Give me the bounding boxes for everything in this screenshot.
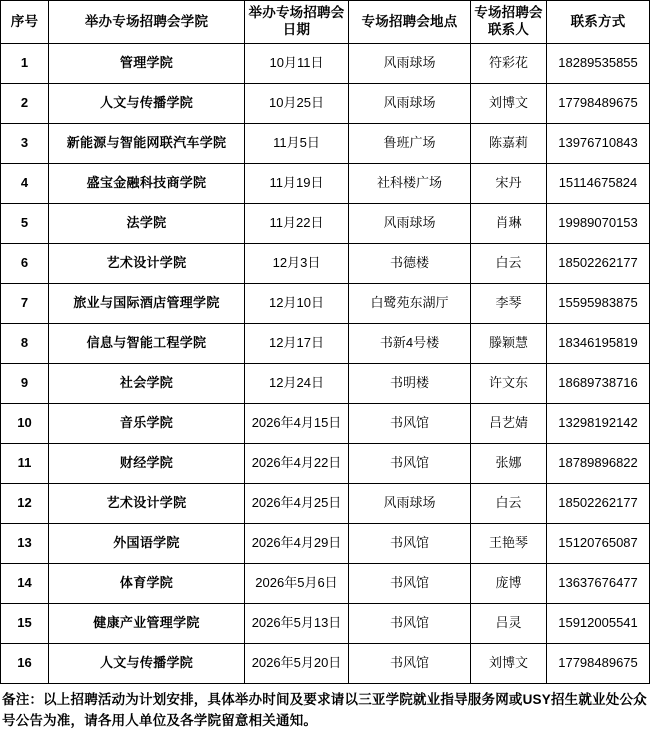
cell-venue: 书德楼 bbox=[349, 244, 471, 284]
cell-contact-phone: 15595983875 bbox=[547, 284, 650, 324]
cell-index: 3 bbox=[1, 124, 49, 164]
cell-college: 健康产业管理学院 bbox=[49, 604, 245, 644]
cell-index: 15 bbox=[1, 604, 49, 644]
cell-date: 12月3日 bbox=[245, 244, 349, 284]
cell-contact-phone: 13298192142 bbox=[547, 404, 650, 444]
column-header-date: 举办专场招聘会日期 bbox=[245, 1, 349, 44]
table-row bbox=[1, 524, 650, 564]
cell-date: 11月19日 bbox=[245, 164, 349, 204]
table-row bbox=[1, 84, 650, 124]
cell-date: 10月25日 bbox=[245, 84, 349, 124]
cell-venue: 书风馆 bbox=[349, 564, 471, 604]
table-row bbox=[1, 284, 650, 324]
cell-venue: 白鹭苑东湖厅 bbox=[349, 284, 471, 324]
cell-contact-phone: 18346195819 bbox=[547, 324, 650, 364]
cell-contact-person: 符彩花 bbox=[471, 44, 547, 84]
cell-date: 2026年4月25日 bbox=[245, 484, 349, 524]
cell-contact-phone: 13976710843 bbox=[547, 124, 650, 164]
cell-college: 艺术设计学院 bbox=[49, 484, 245, 524]
cell-index: 12 bbox=[1, 484, 49, 524]
cell-college: 人文与传播学院 bbox=[49, 84, 245, 124]
cell-college: 新能源与智能网联汽车学院 bbox=[49, 124, 245, 164]
column-header-contact-phone: 联系方式 bbox=[547, 1, 650, 44]
cell-college: 旅业与国际酒店管理学院 bbox=[49, 284, 245, 324]
cell-date: 12月17日 bbox=[245, 324, 349, 364]
cell-contact-phone: 19989070153 bbox=[547, 204, 650, 244]
cell-contact-person: 吕灵 bbox=[471, 604, 547, 644]
table-row bbox=[1, 244, 650, 284]
cell-date: 10月11日 bbox=[245, 44, 349, 84]
column-header-venue: 专场招聘会地点 bbox=[349, 1, 471, 44]
cell-contact-person: 白云 bbox=[471, 484, 547, 524]
cell-venue: 风雨球场 bbox=[349, 484, 471, 524]
cell-index: 10 bbox=[1, 404, 49, 444]
cell-college: 法学院 bbox=[49, 204, 245, 244]
cell-venue: 鲁班广场 bbox=[349, 124, 471, 164]
cell-venue: 风雨球场 bbox=[349, 204, 471, 244]
cell-venue: 书明楼 bbox=[349, 364, 471, 404]
cell-date: 2026年5月13日 bbox=[245, 604, 349, 644]
cell-venue: 风雨球场 bbox=[349, 84, 471, 124]
cell-index: 7 bbox=[1, 284, 49, 324]
cell-venue: 书风馆 bbox=[349, 604, 471, 644]
cell-college: 外国语学院 bbox=[49, 524, 245, 564]
cell-venue: 书新4号楼 bbox=[349, 324, 471, 364]
cell-contact-phone: 18689738716 bbox=[547, 364, 650, 404]
cell-college: 音乐学院 bbox=[49, 404, 245, 444]
cell-index: 13 bbox=[1, 524, 49, 564]
column-header-contact-person: 专场招聘会联系人 bbox=[471, 1, 547, 44]
cell-index: 5 bbox=[1, 204, 49, 244]
cell-contact-person: 许文东 bbox=[471, 364, 547, 404]
table-body bbox=[1, 44, 650, 684]
table-row bbox=[1, 124, 650, 164]
cell-venue: 书风馆 bbox=[349, 404, 471, 444]
table-row bbox=[1, 364, 650, 404]
table-row bbox=[1, 564, 650, 604]
cell-contact-person: 陈嘉莉 bbox=[471, 124, 547, 164]
cell-college: 信息与智能工程学院 bbox=[49, 324, 245, 364]
cell-contact-phone: 18789896822 bbox=[547, 444, 650, 484]
cell-index: 1 bbox=[1, 44, 49, 84]
cell-college: 社会学院 bbox=[49, 364, 245, 404]
cell-venue: 书风馆 bbox=[349, 444, 471, 484]
cell-contact-person: 刘博文 bbox=[471, 644, 547, 684]
cell-index: 9 bbox=[1, 364, 49, 404]
cell-contact-phone: 17798489675 bbox=[547, 84, 650, 124]
cell-index: 2 bbox=[1, 84, 49, 124]
cell-date: 12月10日 bbox=[245, 284, 349, 324]
cell-index: 16 bbox=[1, 644, 49, 684]
cell-contact-phone: 15114675824 bbox=[547, 164, 650, 204]
cell-contact-person: 白云 bbox=[471, 244, 547, 284]
cell-venue: 书风馆 bbox=[349, 524, 471, 564]
cell-contact-phone: 15120765087 bbox=[547, 524, 650, 564]
cell-date: 11月5日 bbox=[245, 124, 349, 164]
cell-contact-person: 张娜 bbox=[471, 444, 547, 484]
cell-date: 2026年4月15日 bbox=[245, 404, 349, 444]
table-header-row bbox=[1, 1, 650, 44]
cell-contact-person: 王艳琴 bbox=[471, 524, 547, 564]
table-row bbox=[1, 604, 650, 644]
cell-venue: 书风馆 bbox=[349, 644, 471, 684]
cell-date: 2026年4月22日 bbox=[245, 444, 349, 484]
cell-date: 2026年4月29日 bbox=[245, 524, 349, 564]
cell-venue: 社科楼广场 bbox=[349, 164, 471, 204]
table-row bbox=[1, 404, 650, 444]
cell-date: 12月24日 bbox=[245, 364, 349, 404]
cell-contact-person: 宋丹 bbox=[471, 164, 547, 204]
cell-venue: 风雨球场 bbox=[349, 44, 471, 84]
cell-college: 财经学院 bbox=[49, 444, 245, 484]
table-row bbox=[1, 444, 650, 484]
cell-college: 体育学院 bbox=[49, 564, 245, 604]
cell-contact-phone: 18502262177 bbox=[547, 484, 650, 524]
cell-contact-person: 吕艺婧 bbox=[471, 404, 547, 444]
cell-contact-person: 刘博文 bbox=[471, 84, 547, 124]
table-footnote: 备注：以上招聘活动为计划安排，具体举办时间及要求请以三亚学院就业指导服务网或USY招生就业处公众号公告为准，请各用人单位及各学院留意相关通知。 bbox=[2, 692, 647, 728]
cell-college: 艺术设计学院 bbox=[49, 244, 245, 284]
cell-index: 6 bbox=[1, 244, 49, 284]
cell-contact-phone: 15912005541 bbox=[547, 604, 650, 644]
cell-contact-phone: 17798489675 bbox=[547, 644, 650, 684]
cell-date: 11月22日 bbox=[245, 204, 349, 244]
table-header bbox=[1, 1, 650, 44]
cell-college: 盛宝金融科技商学院 bbox=[49, 164, 245, 204]
cell-college: 人文与传播学院 bbox=[49, 644, 245, 684]
cell-contact-person: 李琴 bbox=[471, 284, 547, 324]
cell-contact-person: 肖琳 bbox=[471, 204, 547, 244]
cell-date: 2026年5月20日 bbox=[245, 644, 349, 684]
cell-contact-person: 庞博 bbox=[471, 564, 547, 604]
column-header-index: 序号 bbox=[1, 1, 49, 44]
cell-contact-phone: 18502262177 bbox=[547, 244, 650, 284]
cell-college: 管理学院 bbox=[49, 44, 245, 84]
cell-date: 2026年5月6日 bbox=[245, 564, 349, 604]
column-header-college: 举办专场招聘会学院 bbox=[49, 1, 245, 44]
cell-index: 11 bbox=[1, 444, 49, 484]
table-row bbox=[1, 44, 650, 84]
table-row bbox=[1, 324, 650, 364]
cell-index: 14 bbox=[1, 564, 49, 604]
table-row bbox=[1, 204, 650, 244]
cell-contact-phone: 13637676477 bbox=[547, 564, 650, 604]
cell-index: 4 bbox=[1, 164, 49, 204]
table-row bbox=[1, 644, 650, 684]
cell-contact-person: 滕颖慧 bbox=[471, 324, 547, 364]
table-row bbox=[1, 164, 650, 204]
table-row bbox=[1, 484, 650, 524]
cell-index: 8 bbox=[1, 324, 49, 364]
cell-contact-phone: 18289535855 bbox=[547, 44, 650, 84]
